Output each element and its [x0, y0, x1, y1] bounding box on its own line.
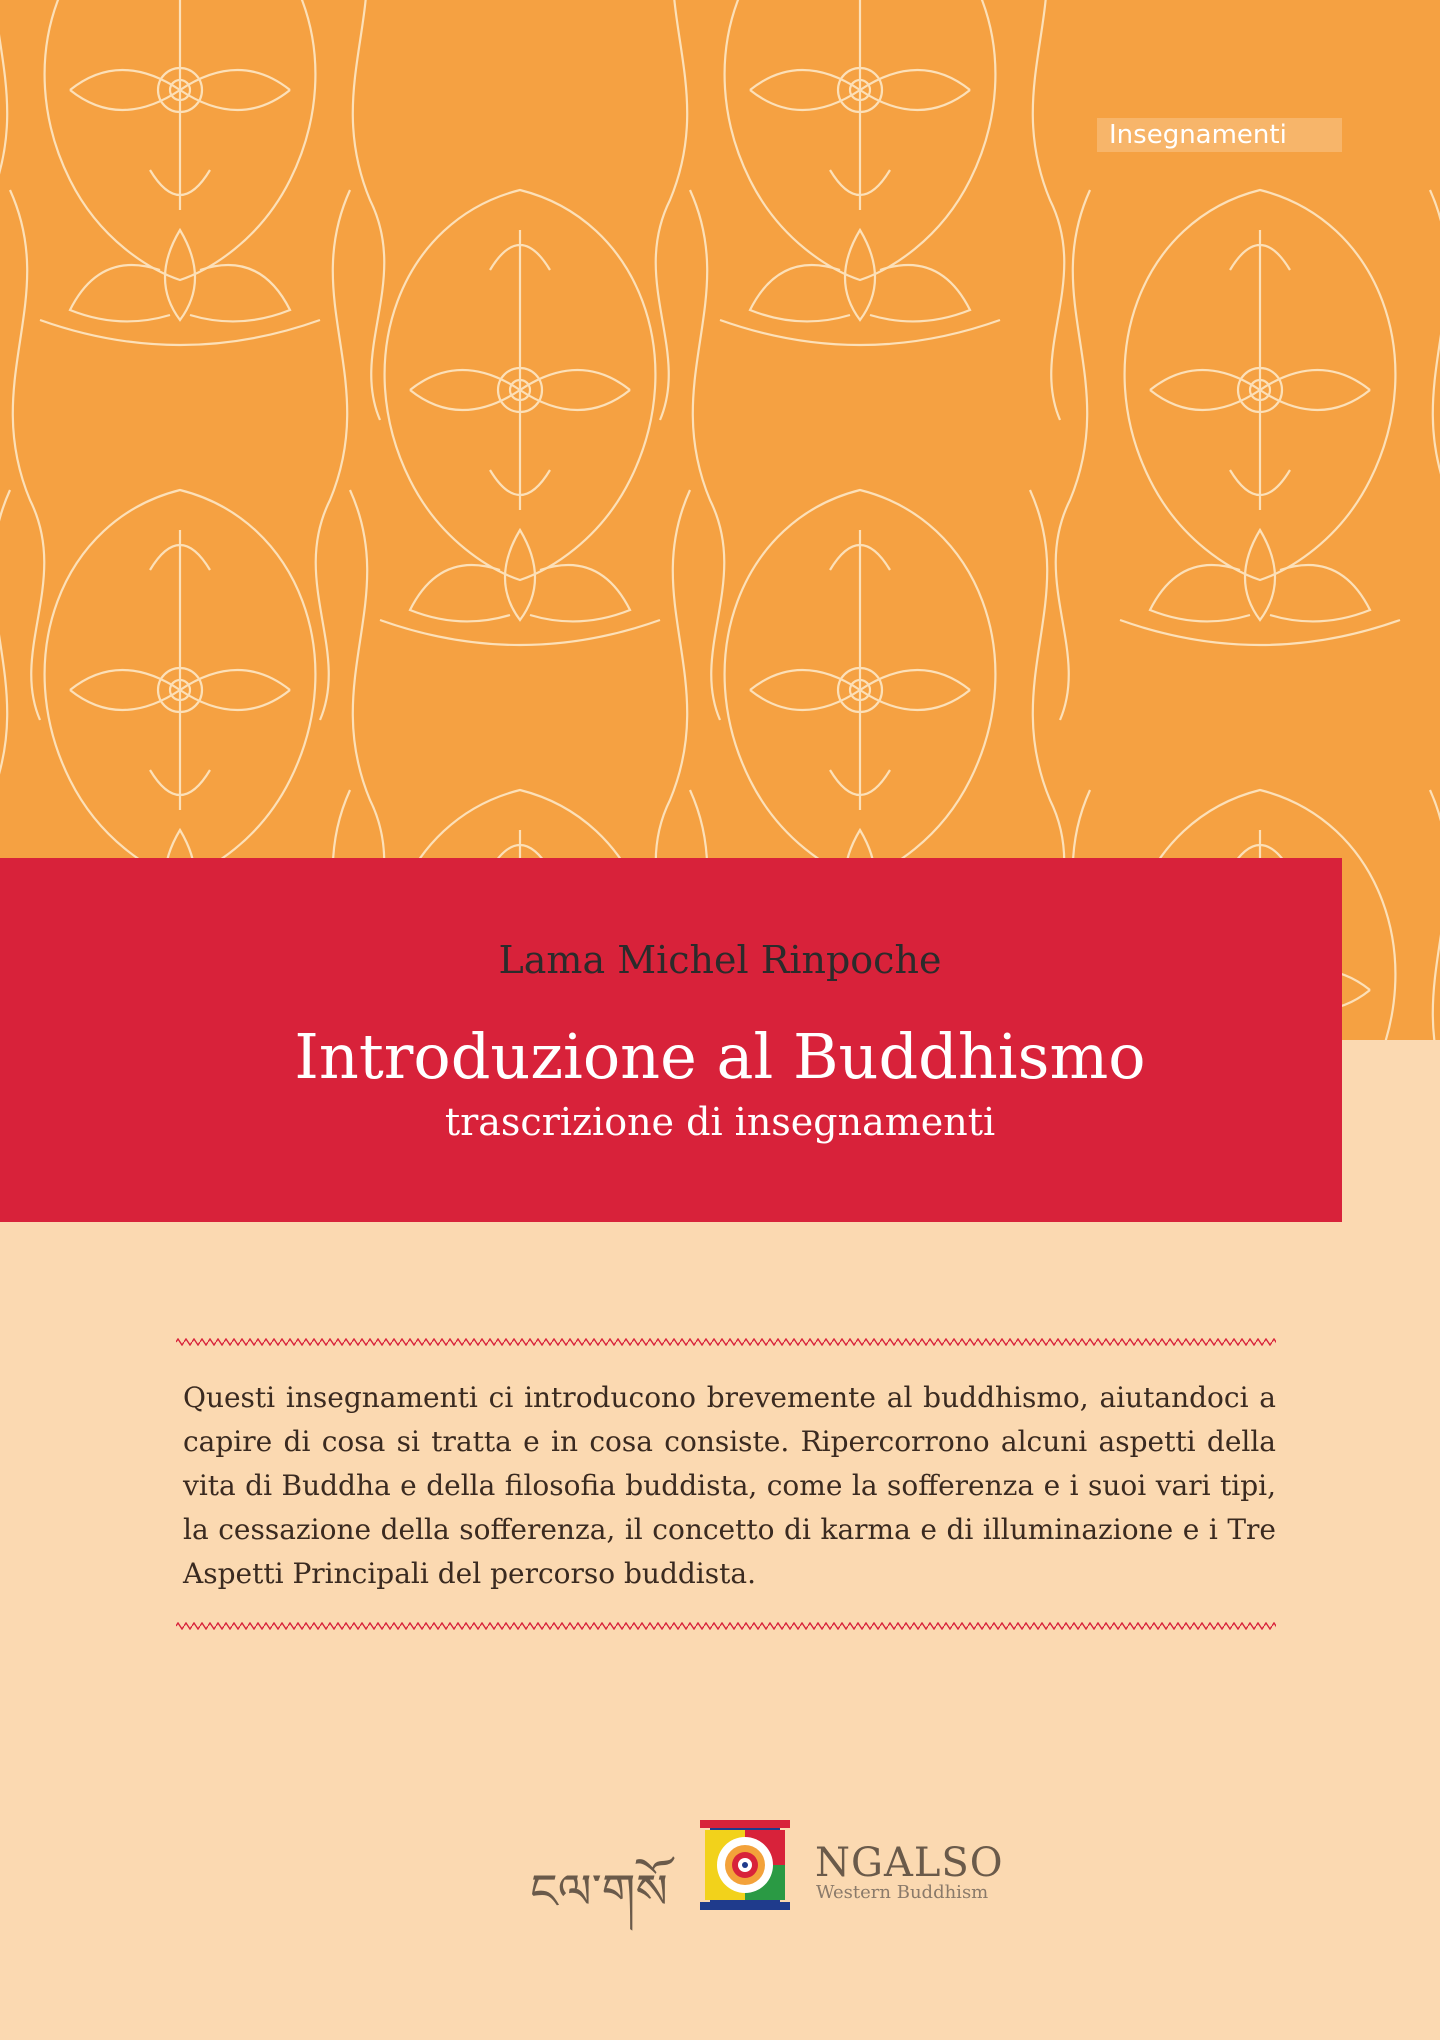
- vajra-shaft: [830, 0, 890, 210]
- scroll-vine: [10, 190, 44, 720]
- scroll-vine: [1430, 190, 1440, 720]
- scroll-vine: [0, 0, 10, 420]
- scroll-vine: [316, 190, 350, 720]
- scroll-vine: [1056, 190, 1090, 720]
- brand-tagline: Western Buddhism: [816, 1882, 989, 1903]
- lotus: [40, 230, 320, 345]
- lotus: [1120, 530, 1400, 645]
- bottom-ornamental-divider: [176, 1622, 1276, 1630]
- lotus: [720, 230, 1000, 345]
- author-name: Lama Michel Rinpoche: [498, 938, 942, 982]
- vajra-shaft: [150, 530, 210, 810]
- vajra-shaft: [490, 230, 550, 510]
- ngalso-emblem-icon: [700, 1820, 790, 1910]
- category-tag: Insegnamenti: [1097, 118, 1342, 152]
- logo-group: [530, 1820, 1004, 1920]
- vajra-shaft: [150, 0, 210, 210]
- tibetan-logo-text: ངལ་གསོ: [530, 1864, 668, 1920]
- book-title: Introduzione al Buddhismo: [294, 1020, 1146, 1093]
- vajra-shaft: [1230, 230, 1290, 510]
- book-subtitle: trascrizione di insegnamenti: [444, 1100, 996, 1144]
- vajra-shaft: [830, 530, 890, 810]
- scroll-vine: [1030, 0, 1064, 420]
- description-text: Questi insegnamenti ci introducono brevemente al buddhismo, aiutandoci a capire di cosa si tratta e in cosa consiste. Ripercorrono alcuni aspetti della vita di Buddha e della filosofia buddista, come la sofferenza e i suoi vari tipi, la cessazione della sofferenza, il concetto di karma e di illuminazione e i Tre Aspetti Principali del percorso buddista.: [183, 1381, 1276, 1590]
- scroll-vine: [350, 0, 384, 420]
- scroll-vine: [690, 190, 724, 720]
- brand-name: NGALSO: [815, 1840, 1004, 1886]
- scroll-vine: [656, 0, 690, 420]
- scroll-vine: [1430, 790, 1440, 1040]
- lotus: [380, 530, 660, 645]
- top-ornamental-divider: [176, 1338, 1276, 1346]
